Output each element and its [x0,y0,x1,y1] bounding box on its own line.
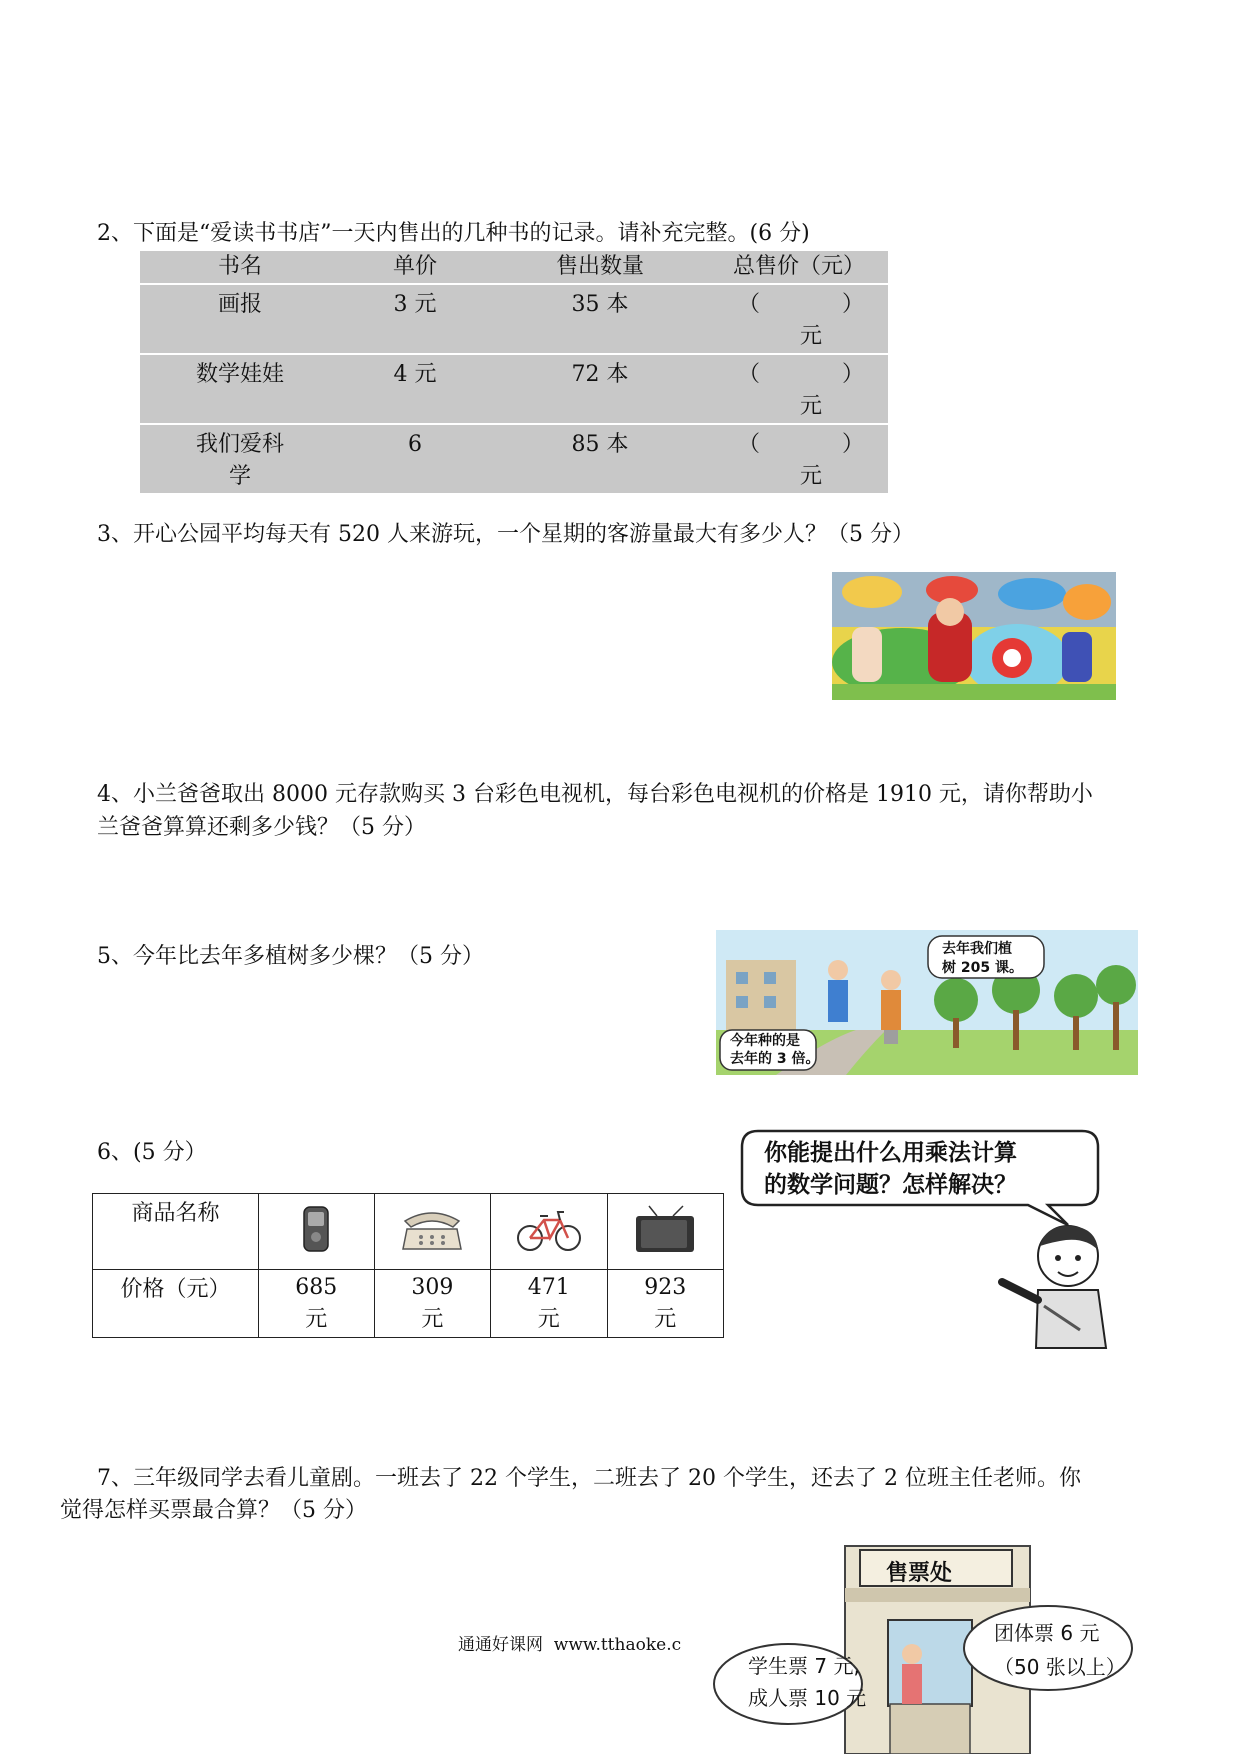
bubble-last-year-line2: 树 205 课。 [942,960,1023,976]
question-4-line1: 4、小兰爸爸取出 8000 元存款购买 3 台彩色电视机，每台彩色电视机的价格是 1910 元，请你帮助小 [97,782,1093,807]
student-ticket-price: 学生票 7 元, [748,1654,860,1678]
header-book-name: 书名 [140,251,340,284]
quantity: 85 本 [571,432,629,457]
group-ticket-price: 团体票 6 元 [994,1621,1100,1645]
goods-price-row [93,1270,724,1338]
goods-name-label: 商品名称 [93,1194,259,1270]
table-row [140,424,888,493]
goods-cell [258,1194,374,1270]
question-bubble [738,1127,1102,1227]
price-value: 309 元 [374,1270,490,1338]
goods-cell [491,1194,607,1270]
bubble-line2: 的数学问题？怎样解决？ [764,1172,1017,1198]
bubble-this-year-line1: 今年种的是 [730,1033,800,1049]
book-name: 画报 [140,284,340,354]
price-label: 价格（元） [93,1270,259,1338]
header-total: 总售价（元） [710,251,888,284]
header-unit-price: 单价 [340,251,490,284]
goods-image-row [93,1194,724,1270]
total-blank[interactable]: （ ） 元 [710,284,888,354]
question-3-text: 3、开心公园平均每天有 520 人来游玩，一个星期的客游量最大有多少人？（5 分） [97,522,914,547]
table-row [140,284,888,354]
header-quantity: 售出数量 [490,251,710,284]
unit-price: 4 元 [340,354,490,424]
ticket-booth-illustration [700,1544,1140,1754]
bicycle-icon [516,1206,582,1252]
tv-icon [633,1204,697,1254]
footer-watermark: 通通好课网 www.tthaoke.c [458,1635,682,1655]
quantity: 35 本 [490,284,710,354]
question-4-line2: 兰爸爸算算还剩多少钱？（5 分） [97,815,426,840]
goods-cell [374,1194,490,1270]
book-name: 数学娃娃 [140,354,340,424]
phone-icon [303,1206,329,1252]
price-value: 471 元 [491,1270,607,1338]
boy-illustration [996,1220,1116,1352]
question-2-text: 2、下面是“爱读书书店”一天内售出的几种书的记录。请补充完整。(6 分) [97,221,810,246]
adult-ticket-price: 成人票 10 元 [748,1686,867,1710]
goods-cell [607,1194,723,1270]
group-ticket-condition: （50 张以上） [994,1655,1126,1679]
goods-price-table [92,1193,724,1338]
bubble-this-year-line2: 去年的 3 倍。 [730,1051,820,1067]
question-7-line1: 7、三年级同学去看儿童剧。一班去了 22 个学生，二班去了 20 个学生，还去了 2 位班主任老师。你 [97,1466,1081,1491]
table-header-row [140,251,888,284]
book-name: 我们爱科 学 [195,432,284,489]
price-value: 685 元 [258,1270,374,1338]
table-row [140,354,888,424]
bubble-last-year-line1: 去年我们植 [942,941,1012,957]
tree-planting-illustration [716,930,1138,1075]
ticket-office-sign: 售票处 [886,1561,953,1586]
amusement-park-photo [832,572,1116,700]
question-5-text: 5、今年比去年多植树多少棵？（5 分） [97,944,484,969]
book-sales-table [140,251,888,493]
price-value: 923 元 [607,1270,723,1338]
question-6-text: 6、(5 分） [97,1140,207,1165]
total-blank[interactable]: （ ） 元 [738,432,864,489]
question-7-line2: 觉得怎样买票最合算？（5 分） [60,1498,367,1523]
unit-price: 6 [408,432,422,457]
quantity: 72 本 [490,354,710,424]
total-blank[interactable]: （ ） 元 [710,354,888,424]
telephone-icon [401,1207,463,1251]
unit-price: 3 元 [340,284,490,354]
bubble-line1: 你能提出什么用乘法计算 [764,1140,1017,1166]
